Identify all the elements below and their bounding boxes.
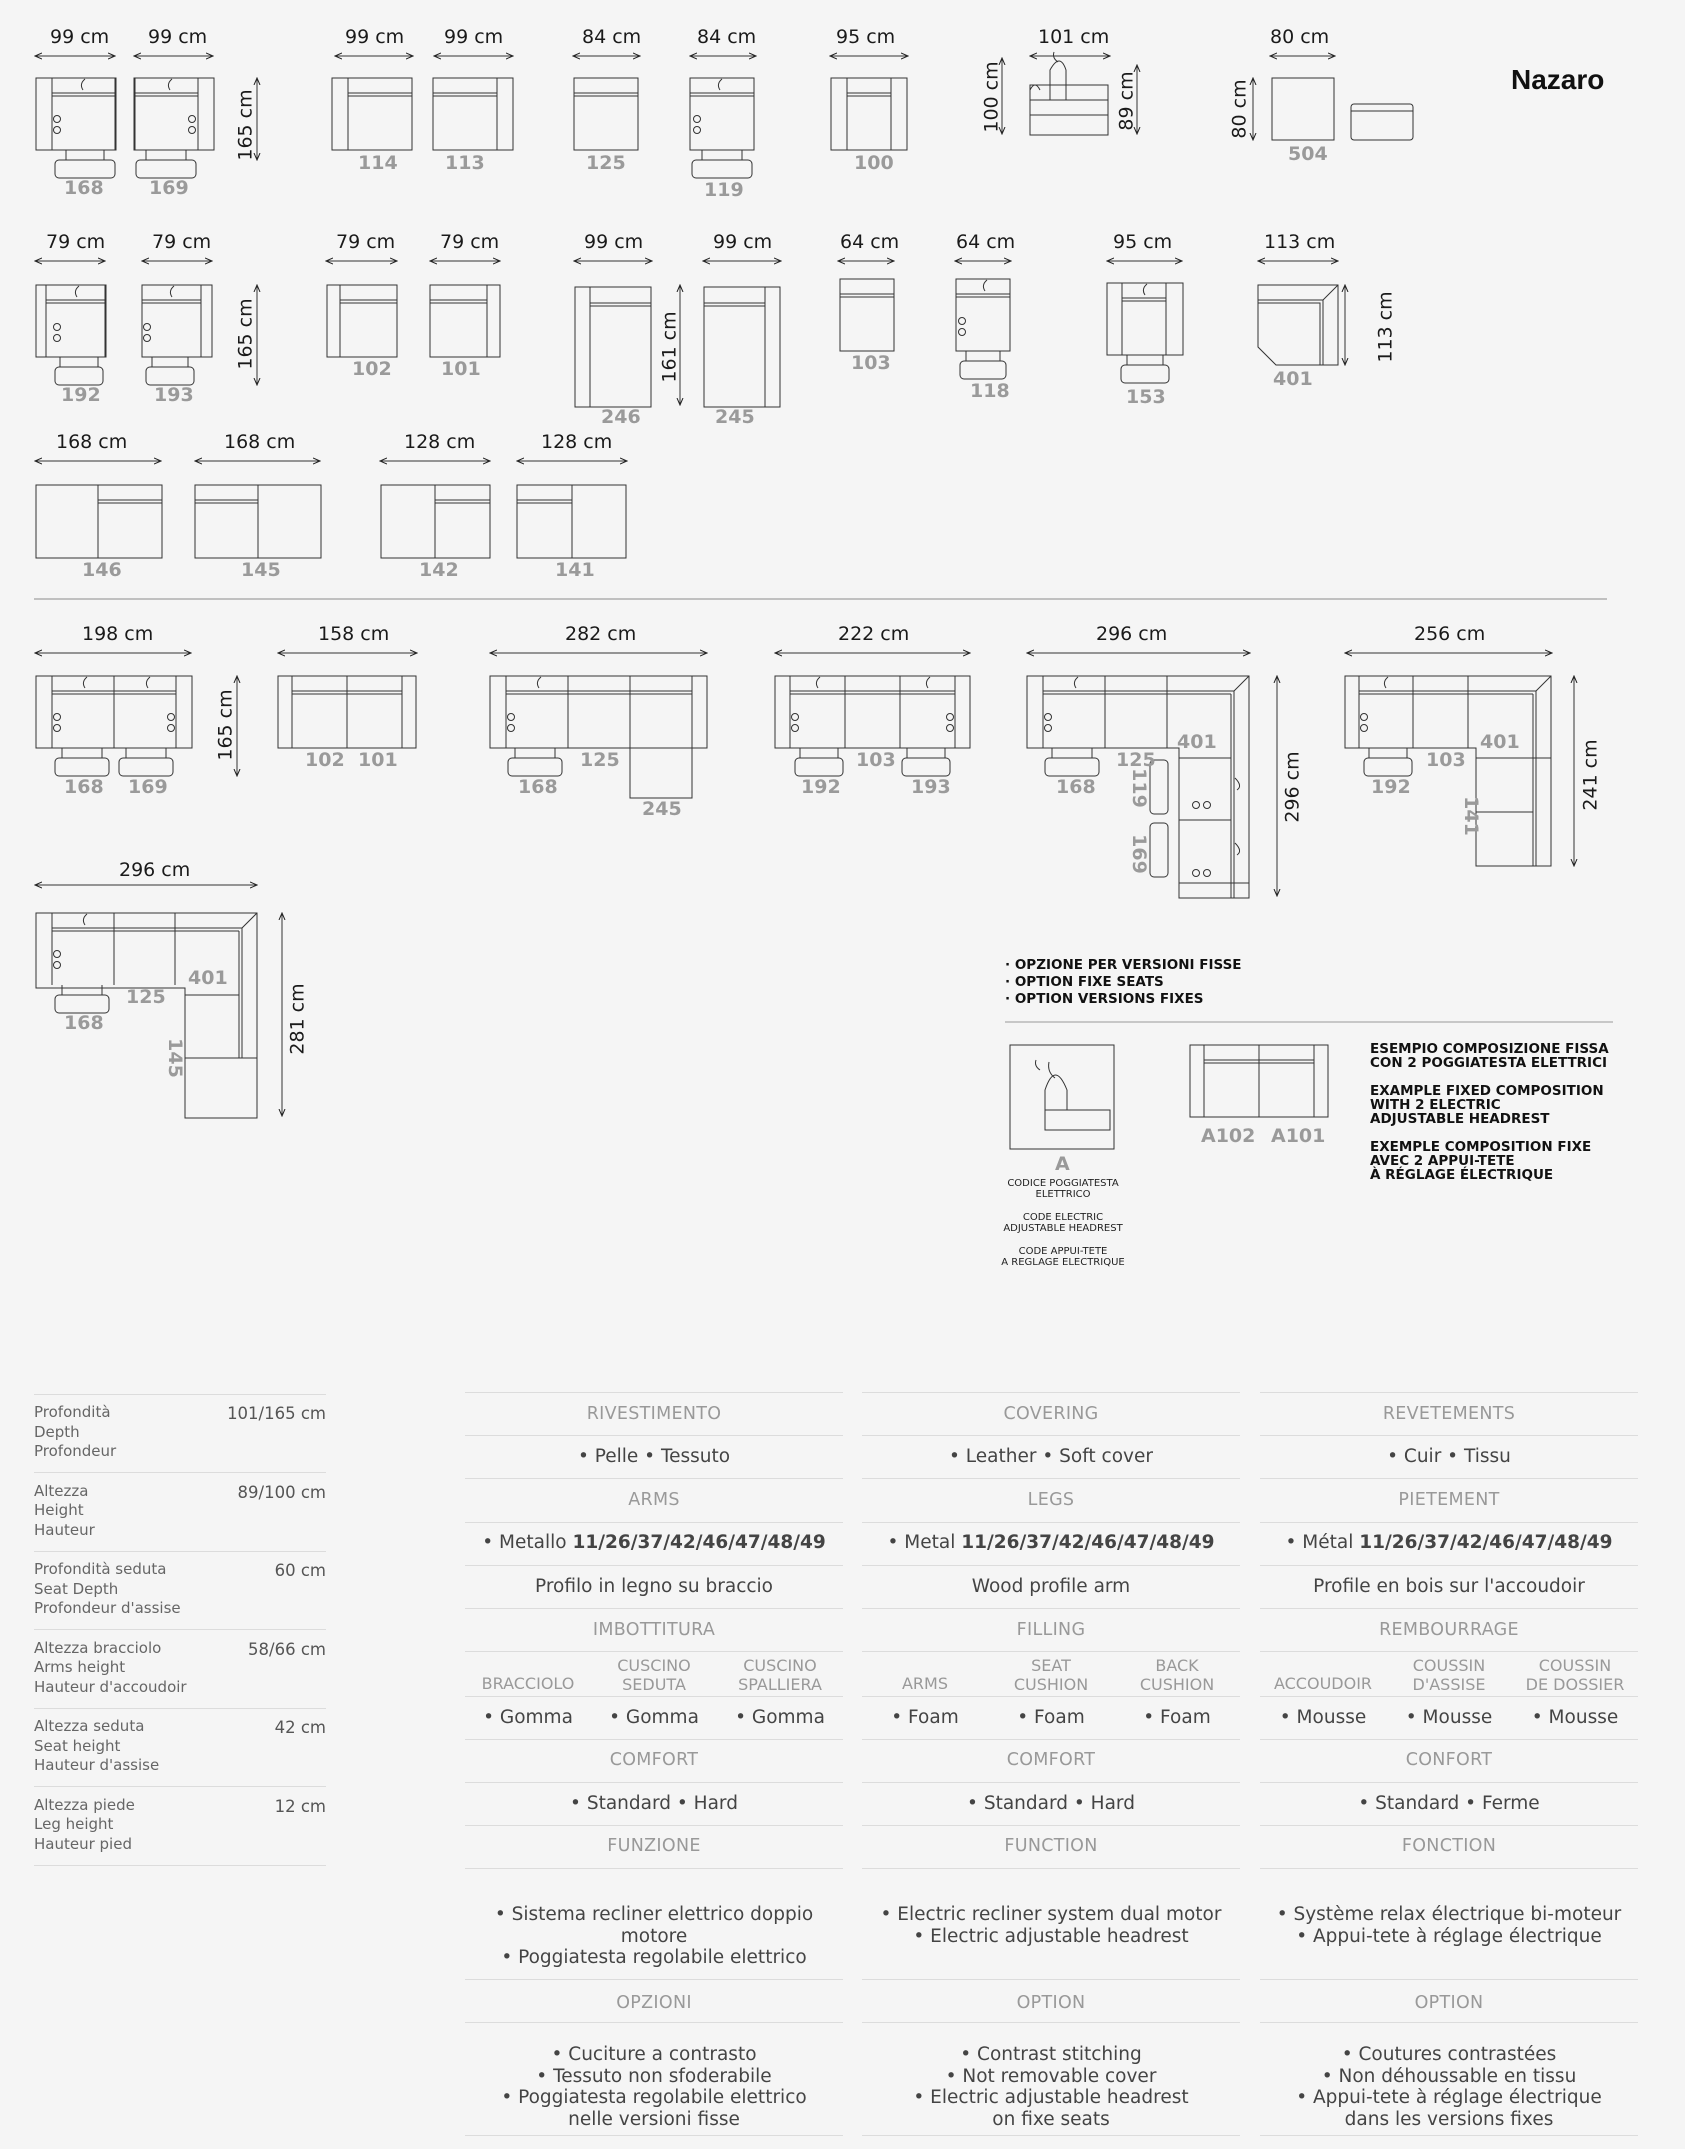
composition-198-drawing bbox=[36, 676, 192, 776]
comfort-value: • Standard • Ferme bbox=[1358, 1793, 1540, 1814]
module-125-drawing bbox=[574, 78, 638, 150]
module-code: 504 bbox=[1288, 143, 1328, 165]
module-code: 168 bbox=[1056, 776, 1096, 798]
section-header: FONCTION bbox=[1401, 1836, 1497, 1856]
spec-row bbox=[34, 1787, 326, 1865]
spec-row bbox=[34, 1551, 326, 1629]
filling-subheader: COUSSIN DE DOSSIER bbox=[1525, 1656, 1625, 1694]
spec-row bbox=[34, 1394, 326, 1472]
dim-label: 128 cm bbox=[404, 431, 476, 453]
section-header: FUNCTION bbox=[1004, 1836, 1098, 1856]
function-value: • Système relax électrique bi-moteur • Appui-tete à réglage électrique bbox=[1276, 1904, 1622, 1947]
module-code: A102 bbox=[1201, 1125, 1256, 1147]
wood-profile: Wood profile arm bbox=[971, 1576, 1131, 1597]
dim-label: 99 cm bbox=[584, 231, 644, 253]
filling-subheader: COUSSIN D'ASSISE bbox=[1412, 1656, 1486, 1694]
module-code: 103 bbox=[856, 749, 896, 771]
section-header: ARMS bbox=[628, 1490, 680, 1510]
dim-label: 79 cm bbox=[440, 231, 500, 253]
module-code: 101 bbox=[358, 749, 398, 771]
module-100-drawing bbox=[831, 78, 907, 150]
module-code: 169 bbox=[149, 177, 189, 199]
section-header: CONFORT bbox=[1405, 1750, 1493, 1770]
module-code: 192 bbox=[61, 384, 101, 406]
filling-value: • Foam bbox=[1143, 1707, 1211, 1728]
module-code: 146 bbox=[82, 559, 122, 581]
module-code: 114 bbox=[358, 152, 398, 174]
dim-label: 296 cm bbox=[1096, 623, 1168, 645]
spec-value: 58/66 cm bbox=[248, 1639, 326, 1659]
dim-label: 84 cm bbox=[582, 26, 642, 48]
module-118-drawing bbox=[956, 279, 1010, 379]
legs-value: • Metallo 11/26/37/42/46/47/48/49 bbox=[482, 1532, 826, 1553]
module-142-drawing bbox=[381, 485, 490, 558]
dim-label: 99 cm bbox=[148, 26, 208, 48]
filling-value: • Mousse bbox=[1405, 1707, 1493, 1728]
dim-label: 158 cm bbox=[318, 623, 390, 645]
module-code: 168 bbox=[64, 776, 104, 798]
height-dim: 165 cm bbox=[214, 689, 237, 761]
module-145-drawing bbox=[195, 485, 321, 558]
spec-row bbox=[34, 1630, 326, 1708]
filling-value: • Foam bbox=[891, 1707, 959, 1728]
module-code: 193 bbox=[911, 776, 951, 798]
filling-subheader: SEAT CUSHION bbox=[1013, 1656, 1089, 1694]
module-141-drawing bbox=[517, 485, 626, 558]
section-header: FILLING bbox=[1016, 1620, 1086, 1640]
spec-row bbox=[34, 1473, 326, 1551]
section-header: OPZIONI bbox=[616, 1993, 692, 2013]
module-113-drawing bbox=[433, 78, 513, 150]
module-101-drawing bbox=[430, 285, 500, 357]
section-header: RIVESTIMENTO bbox=[586, 1404, 722, 1424]
dim-label: 79 cm bbox=[46, 231, 106, 253]
covering-value: • Cuir • Tissu bbox=[1387, 1446, 1511, 1467]
dim-label: 113 cm bbox=[1264, 231, 1336, 253]
module-code: 168 bbox=[518, 776, 558, 798]
filling-value: • Gomma bbox=[609, 1707, 699, 1728]
filling-value: • Mousse bbox=[1279, 1707, 1367, 1728]
module-114-drawing bbox=[332, 78, 412, 150]
filling-subheader: BACK CUSHION bbox=[1139, 1656, 1215, 1694]
module-code: 145 bbox=[241, 559, 281, 581]
function-value: • Electric recliner system dual motor • Electric adjustable headrest bbox=[880, 1904, 1222, 1947]
module-code: 192 bbox=[1371, 776, 1411, 798]
dim-label: 256 cm bbox=[1414, 623, 1486, 645]
spec-label: Altezza seduta Seat height Hauteur d'assise bbox=[34, 1717, 160, 1774]
module-119-drawing bbox=[690, 78, 754, 178]
dim-label: 128 cm bbox=[541, 431, 613, 453]
module-code: 100 bbox=[854, 152, 894, 174]
module-193-drawing bbox=[142, 285, 212, 385]
dim-label: 95 cm bbox=[1113, 231, 1173, 253]
spec-label: Altezza bracciolo Arms height Hauteur d'accoudoir bbox=[34, 1638, 187, 1696]
module-102-drawing bbox=[327, 285, 397, 357]
spec-column bbox=[1260, 1392, 1638, 2149]
module-code: 102 bbox=[305, 749, 345, 771]
filling-value: • Gomma bbox=[735, 1707, 825, 1728]
section-header: IMBOTTITURA bbox=[592, 1620, 716, 1640]
height-dim: 165 cm bbox=[234, 298, 257, 370]
dim-label: 282 cm bbox=[565, 623, 637, 645]
section-header: FUNZIONE bbox=[607, 1836, 701, 1856]
module-code: 153 bbox=[1126, 386, 1166, 408]
module-504-drawing bbox=[1272, 78, 1413, 140]
dim-label: 95 cm bbox=[836, 26, 896, 48]
height-dim: 241 cm bbox=[1579, 739, 1602, 811]
module-code: 125 bbox=[126, 986, 166, 1008]
spec-label: Profondità seduta Seat Depth Profondeur d'assise bbox=[34, 1560, 181, 1617]
module-code: A101 bbox=[1271, 1125, 1326, 1147]
module-code: 145 bbox=[163, 1038, 186, 1078]
module-code: 119 bbox=[704, 179, 744, 201]
spec-label: Altezza Height Hauteur bbox=[34, 1481, 95, 1539]
module-code: 401 bbox=[1273, 368, 1313, 390]
section-header: COMFORT bbox=[1006, 1750, 1096, 1770]
module-code: 103 bbox=[1426, 749, 1466, 771]
headrest-code-caption: CODICE POGGIATESTA ELETTRICO CODE ELECTRIC ADJUSTABLE HEADREST CODE APPUI-TETE A REGLAGE ELECTRIQUE bbox=[1001, 1178, 1125, 1268]
option-fixed-label: · OPZIONE PER VERSIONI FISSE · OPTION FIXE SEATS · OPTION VERSIONS FIXES bbox=[1005, 957, 1242, 1007]
dim-label: 222 cm bbox=[838, 623, 910, 645]
section-header: LEGS bbox=[1027, 1490, 1075, 1510]
dim-label: 64 cm bbox=[956, 231, 1016, 253]
dimension-lines-row1 bbox=[35, 56, 1335, 160]
spec-value: 89/100 cm bbox=[237, 1482, 326, 1502]
spec-value: 60 cm bbox=[274, 1561, 326, 1580]
spec-column bbox=[465, 1392, 843, 2149]
legs-value: • Metal 11/26/37/42/46/47/48/49 bbox=[887, 1532, 1215, 1553]
module-146-drawing bbox=[36, 485, 162, 558]
module-code: 401 bbox=[1177, 731, 1217, 753]
dim-label: 198 cm bbox=[82, 623, 154, 645]
headrest-code-letter: A bbox=[1055, 1153, 1070, 1175]
section-header: REVETEMENTS bbox=[1382, 1404, 1516, 1424]
wood-profile: Profile en bois sur l'accoudoir bbox=[1313, 1576, 1585, 1597]
comfort-value: • Standard • Hard bbox=[570, 1793, 738, 1814]
module-side-view-drawing bbox=[1030, 52, 1108, 135]
section-header: COMFORT bbox=[609, 1750, 699, 1770]
dim-label: 99 cm bbox=[713, 231, 773, 253]
module-code: 125 bbox=[1116, 749, 1156, 771]
dim-label: 84 cm bbox=[697, 26, 757, 48]
filling-value: • Mousse bbox=[1531, 1707, 1619, 1728]
module-code: 101 bbox=[441, 358, 481, 380]
section-header: PIETEMENT bbox=[1398, 1490, 1500, 1510]
dim-label: 99 cm bbox=[50, 26, 110, 48]
spec-label: Altezza piede Leg height Hauteur pied bbox=[34, 1795, 135, 1853]
module-401-drawing bbox=[1258, 285, 1338, 365]
height-dim: 165 cm bbox=[234, 89, 257, 161]
height-dim: 296 cm bbox=[1281, 751, 1304, 823]
module-code: 193 bbox=[154, 384, 194, 406]
module-code: 118 bbox=[970, 380, 1010, 402]
module-169-drawing bbox=[134, 78, 214, 178]
module-code: 245 bbox=[642, 798, 682, 820]
section-header: REMBOURRAGE bbox=[1379, 1620, 1519, 1640]
height-dim: 113 cm bbox=[1374, 291, 1397, 363]
section-header: OPTION bbox=[1414, 1993, 1484, 2013]
module-code: 401 bbox=[1480, 731, 1520, 753]
section-header: OPTION bbox=[1016, 1993, 1086, 2013]
module-code: 168 bbox=[64, 177, 104, 199]
dim-label: 168 cm bbox=[224, 431, 296, 453]
module-code: 141 bbox=[555, 559, 595, 581]
function-value: • Sistema recliner elettrico doppio motore • Poggiatesta regolabile elettrico bbox=[494, 1904, 814, 1968]
comfort-value: • Standard • Hard bbox=[967, 1793, 1135, 1814]
spec-column bbox=[862, 1392, 1240, 2149]
covering-value: • Pelle • Tessuto bbox=[577, 1446, 731, 1467]
module-245-drawing bbox=[704, 287, 780, 407]
dim-label: 64 cm bbox=[840, 231, 900, 253]
module-code: 125 bbox=[580, 749, 620, 771]
composition-256-drawing bbox=[1345, 676, 1551, 866]
covering-value: • Leather • Soft cover bbox=[949, 1446, 1153, 1467]
filling-subheader: CUSCINO SEDUTA bbox=[617, 1656, 691, 1694]
dim-label: 168 cm bbox=[56, 431, 128, 453]
filling-value: • Gomma bbox=[483, 1707, 573, 1728]
option-value: • Cuciture a contrasto • Tessuto non sfoderabile • Poggiatesta regolabile elettrico nelle versioni fisse bbox=[501, 2044, 807, 2130]
dim-label: 99 cm bbox=[345, 26, 405, 48]
height-dim: 100 cm bbox=[980, 61, 1003, 133]
filling-value: • Foam bbox=[1017, 1707, 1085, 1728]
wood-profile: Profilo in legno su braccio bbox=[534, 1576, 773, 1597]
module-153-drawing bbox=[1107, 283, 1183, 383]
height-dim: 80 cm bbox=[1228, 79, 1251, 139]
dim-label: 80 cm bbox=[1270, 26, 1330, 48]
module-code: 142 bbox=[419, 559, 459, 581]
module-code: 169 bbox=[1127, 834, 1150, 874]
dimension-lines-compositions bbox=[35, 653, 1574, 1116]
dim-label: 79 cm bbox=[152, 231, 212, 253]
module-code: 245 bbox=[715, 406, 755, 428]
filling-subheader: CUSCINO SPALLIERA bbox=[738, 1656, 822, 1694]
spec-row bbox=[34, 1708, 326, 1786]
spec-value: 101/165 cm bbox=[227, 1404, 326, 1423]
filling-subheader: ACCOUDOIR bbox=[1273, 1674, 1373, 1693]
module-168-drawing bbox=[36, 78, 116, 178]
dim-label: 296 cm bbox=[119, 859, 191, 881]
dim-label: 101 cm bbox=[1038, 26, 1110, 48]
legs-value: • Métal 11/26/37/42/46/47/48/49 bbox=[1285, 1532, 1613, 1553]
brand-logo: Nazaro bbox=[1511, 64, 1605, 95]
module-192-drawing bbox=[36, 285, 106, 385]
module-code: 246 bbox=[601, 406, 641, 428]
filling-subheader: BRACCIOLO bbox=[481, 1674, 575, 1693]
section-header: COVERING bbox=[1003, 1404, 1099, 1424]
module-code: 119 bbox=[1127, 768, 1150, 808]
filling-subheader: ARMS bbox=[901, 1674, 949, 1693]
module-code: 169 bbox=[128, 776, 168, 798]
option-value: • Coutures contrastées • Non déhoussable en tissu • Appui-tete à réglage électrique dans les versions fixes bbox=[1296, 2044, 1602, 2130]
option-value: • Contrast stitching • Not removable cover • Electric adjustable headrest on fixe seats bbox=[913, 2044, 1189, 2130]
module-code: 168 bbox=[64, 1012, 104, 1034]
height-dim: 281 cm bbox=[286, 983, 309, 1055]
height-dim: 161 cm bbox=[658, 311, 681, 383]
module-code: 103 bbox=[851, 352, 891, 374]
dim-label: 99 cm bbox=[444, 26, 504, 48]
example-composition-text: ESEMPIO COMPOSIZIONE FISSA CON 2 POGGIATESTA ELETTRICI EXAMPLE FIXED COMPOSITION WITH 2 ELECTRIC ADJUSTABLE HEADREST EXEMPLE COMPOSITION FIXE AVEC 2 APPUI-TETE À RÉGLAGE ÉLECTRIQUE bbox=[1370, 1041, 1609, 1183]
height-dim: 89 cm bbox=[1115, 71, 1138, 131]
module-code: 192 bbox=[801, 776, 841, 798]
spec-value: 42 cm bbox=[274, 1718, 326, 1737]
composition-158-drawing bbox=[278, 676, 416, 748]
module-103-drawing bbox=[840, 279, 894, 351]
module-code: 102 bbox=[352, 358, 392, 380]
module-code: 141 bbox=[1459, 796, 1482, 836]
spec-label: Profondità Depth Profondeur bbox=[34, 1403, 117, 1460]
spec-value: 12 cm bbox=[274, 1796, 326, 1816]
module-code: 113 bbox=[445, 152, 485, 174]
module-code: 125 bbox=[586, 152, 626, 174]
module-code: 401 bbox=[188, 967, 228, 989]
module-246-drawing bbox=[575, 287, 651, 407]
dim-label: 79 cm bbox=[336, 231, 396, 253]
